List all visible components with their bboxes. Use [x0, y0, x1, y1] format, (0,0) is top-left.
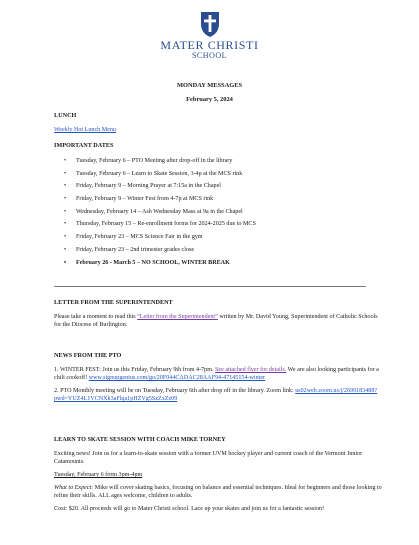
school-logo: [0, 10, 419, 60]
superintendent-section: [54, 299, 384, 329]
date-item: [54, 157, 384, 170]
date-item: [54, 220, 384, 233]
date-item-text: Friday, February 23 – MCS Science Fair in the gym: [76, 234, 203, 241]
newsletter-title: MONDAY MESSAGES: [176, 82, 243, 89]
skate-expect-text: Mike will cover skating basics, focusing on balance and essential techniques. Ideal for beginners and those looking to refine their skills. ALL ages welcome, children to adults.: [54, 485, 382, 499]
date-item: [54, 259, 384, 272]
bullet-icon: •: [64, 170, 67, 177]
date-item-text: February 26 - March 5 – NO SCHOOL, WINTER BREAK: [76, 259, 230, 266]
bullet-icon: •: [64, 221, 67, 228]
skate-section: [54, 436, 384, 513]
skate-cost-label: Cost:: [54, 506, 68, 512]
bullet-icon: •: [64, 208, 67, 215]
superintendent-heading: LETTER FROM THE SUPERINTENDENT: [54, 299, 173, 306]
bullet-icon: •: [64, 234, 67, 241]
bullet-icon: •: [64, 183, 67, 190]
date-item-text: Wednesday, February 14 – Ash Wednesday Mass at 9a in the Chapel: [76, 208, 243, 215]
bullet-icon: •: [64, 246, 67, 253]
date-item-text: Friday, February 9 – Winter Fest from 4-7p at MCS rink: [76, 196, 214, 203]
winter-fest-flyer-link[interactable]: See attached flyer for details.: [215, 367, 287, 373]
important-dates-section: [54, 142, 384, 271]
bullet-icon: •: [64, 158, 67, 164]
skate-expect: [54, 484, 384, 500]
signup-genius-link[interactable]: www.signupgenius.com/go/20F044CADAC28AAF94-47145154-winter: [88, 375, 266, 381]
date-item: [54, 170, 384, 183]
pto-item-1-cookoff-text: We are also looking participants for a chili cookoff!: [54, 367, 379, 381]
pto-heading: NEWS FROM THE PTO: [54, 352, 122, 359]
newsletter-date: February 5, 2024: [186, 96, 233, 103]
cross-crest-icon: [199, 10, 221, 38]
pto-item-2: [54, 387, 384, 403]
skate-when: Tuesday, February 6 from 3pm-4pm: [54, 472, 143, 478]
lunch-section: [54, 112, 384, 134]
divider: [54, 286, 366, 287]
date-item-text: Friday, February 23 – 2nd trimester grades close: [76, 246, 195, 253]
lunch-menu-link[interactable]: Weekly Hot Lunch Menu: [54, 127, 116, 133]
date-item-text: Thursday, February 15 – Re-enrollment forms for 2024-2025 due to MCS: [76, 221, 256, 228]
date-item: [54, 182, 384, 195]
skate-expect-label: What to Expect:: [54, 485, 94, 491]
pto-item-1-text: 1. WINTER FEST: Join us this Friday, February 9th from 4-7pm.: [54, 367, 216, 373]
superintendent-text-pre: Please take a moment to read this: [54, 314, 138, 320]
lunch-heading: LUNCH: [54, 112, 77, 119]
date-item: [54, 246, 384, 259]
date-item-text: Friday, February 9 – Morning Prayer at 7:15a in the Chapel: [76, 183, 221, 190]
date-item-text: Tuesday, February 6 – Learn to Skate Session, 3-4p at the MCS rink: [76, 170, 243, 177]
skate-intro: Exciting news! Join us for a learn-to-skate session with a former UVM hockey player and current coach of the Vermont Junior Catamounts.: [54, 451, 363, 465]
pto-item-1: [54, 366, 384, 382]
zoom-link[interactable]: us02web.zoom.us/j/2699183488?pwd=YUZ4L1VCNXk3aFlqa1pHZVg5SzZxZz09: [54, 388, 378, 402]
pto-item-2-text: 2. PTO Monthly meeting will be on Tuesday, February 6th after drop off in the library. Zoom link:: [54, 388, 296, 394]
date-item: [54, 233, 384, 246]
bullet-icon: •: [64, 259, 67, 266]
superintendent-letter-link[interactable]: “Letter from the Superintendent”: [137, 314, 218, 320]
dates-heading: IMPORTANT DATES: [54, 142, 114, 149]
school-name: MATER CHRISTI: [160, 38, 259, 52]
bullet-icon: •: [64, 196, 67, 203]
superintendent-text-post: written by Mr. David Young, Superintendent of Catholic Schools for the Diocese of Burlington.: [54, 314, 378, 328]
dates-list: [54, 157, 384, 271]
pto-section: [54, 352, 384, 403]
date-item-text: Tuesday, February 6 – PTO Meeting after drop-off in the library: [76, 158, 233, 164]
superintendent-paragraph: [54, 313, 384, 329]
skate-cost-text: $20. All proceeds will go to Mater Christi school. Lace up your skates and join us for a fantastic session!: [67, 506, 325, 512]
skate-cost: [54, 505, 384, 513]
skate-heading: LEARN TO SKATE SESSION WITH COACH MIKE TORNEY: [54, 436, 226, 443]
date-item: [54, 195, 384, 208]
date-item: [54, 208, 384, 221]
school-subtitle: SCHOOL: [191, 51, 227, 60]
